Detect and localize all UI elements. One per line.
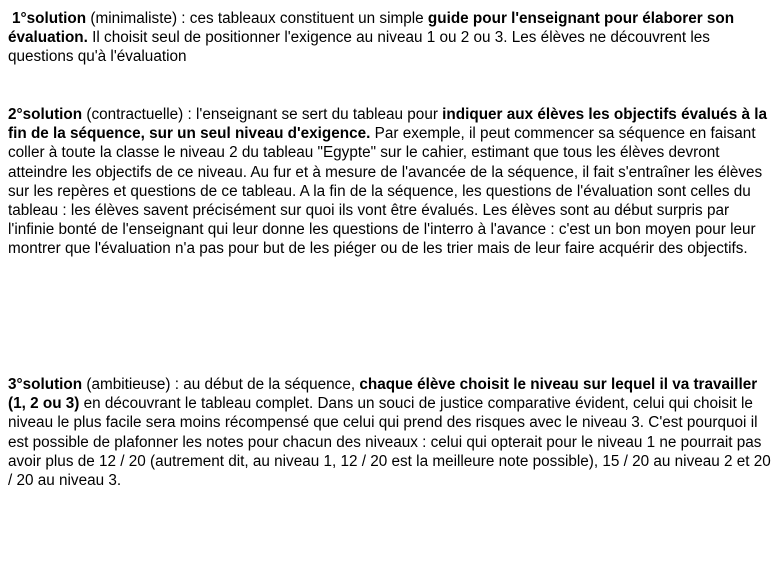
solution-1-title: 1°solution [12,10,87,27]
solution-3-text-b: en découvrant le tableau complet. Dans un souci de justice comparative évident, celui qui choisit le niveau le plus facile sera moins récompensé que celui qui prend des risques avec le niveau 3. C'est pourquoi il est possible de plafonner les notes pour chacun des niveaux : celui qui opterait pour le niveau 1 ne pourrait pas avoir plus de 12 / 20 (autrement dit, au niveau 1, 12 / 20 est la meilleure note possible), 15 / 20 au niveau 2 et 20 / 20 au niveau 3. [8,395,771,490]
solution-2-paragraph [8,105,774,259]
solution-1-label: (minimaliste) [90,10,178,27]
solution-3-title: 3°solution [8,376,83,393]
solution-3-text-a: : au début de la séquence, [170,376,360,393]
solution-2-title: 2°solution [8,106,83,123]
solution-2-text-a: : l'enseignant se sert du tableau pour [183,106,443,123]
solution-2-text-b: Par exemple, il peut commencer sa séquence en faisant coller à toute la classe le niveau 2 du tableau "Egypte" sur le cahier, estimant que tous les élèves devront atteindre les objectifs de ce niveau. Au fur et à mesure de l'avancée de la séquence, il fait s'entraîner les élèves sur les repères et questions de ce tableau. A la fin de la séquence, les questions de l'évaluation sont celles du tableau : les élèves savent précisément sur quoi ils vont être évalués. Les élèves sont au début surpris par l'infinie bonté de l'enseignant qui leur donne les questions de l'interro à l'avance : c'est un bon moyen pour leur montrer que l'évaluation n'a pas pour but de les piéger ou de les trier mais de leur faire acquérir des objectifs. [8,125,763,258]
solution-1-text-a: : ces tableaux constituent un simple [177,10,428,27]
solution-1-emphasis: guide pour l'enseignant pour élaborer son évaluation. [8,10,735,47]
solution-2-label: (contractuelle) [86,106,184,123]
solution-1-paragraph [8,9,774,67]
solution-1-text-b: Il choisit seul de positionner l'exigence au niveau 1 ou 2 ou 3. Les élèves ne découvrent les questions qu'à l'évaluation [8,29,710,66]
solution-3-paragraph [8,375,774,490]
solution-3-emphasis: chaque élève choisit le niveau sur lequel il va travailler (1, 2 ou 3) [8,376,758,413]
solution-3-label: (ambitieuse) [86,376,171,393]
solution-2-emphasis: indiquer aux élèves les objectifs évalués à la fin de la séquence, sur un seul niveau d'exigence. [8,106,767,143]
